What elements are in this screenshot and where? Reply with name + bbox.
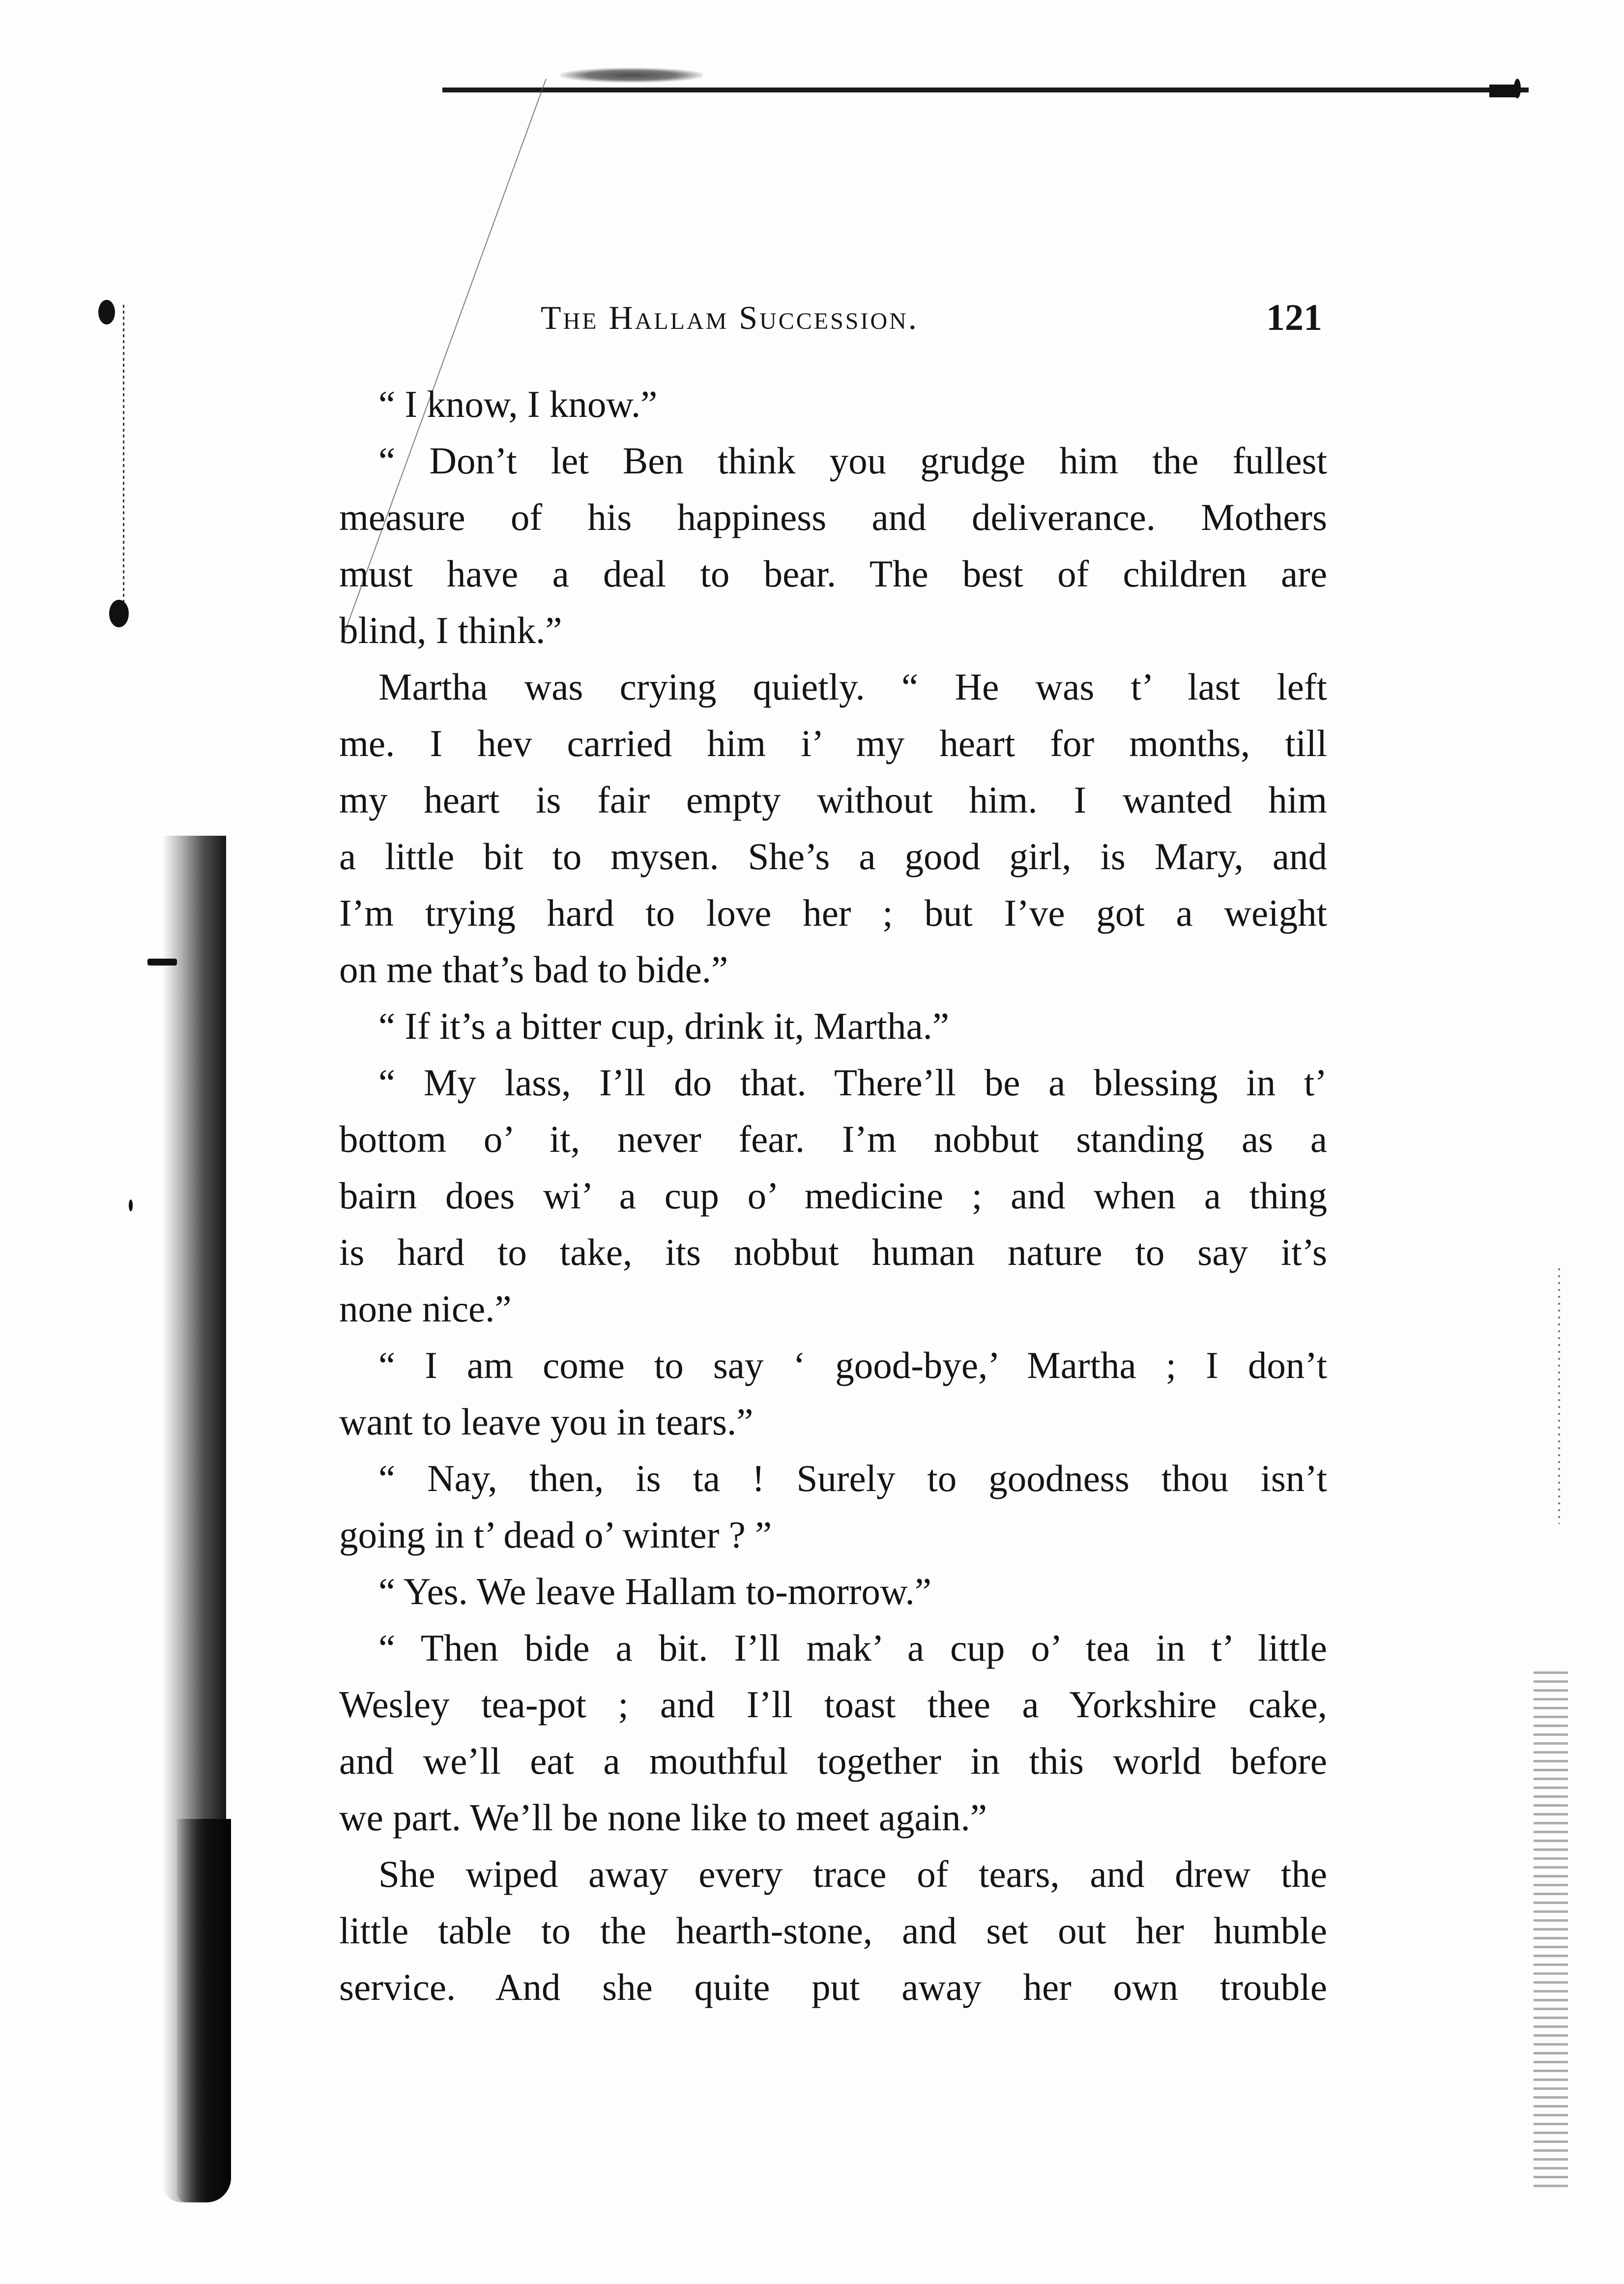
text-line: bottom o’ it, never fear. I’m nobbut standing as a	[339, 1118, 1327, 1160]
right-margin-dots	[1558, 1268, 1560, 1524]
page-number: 121	[1266, 297, 1322, 338]
running-title: The Hallam Succession.	[541, 299, 919, 336]
gutter-dark-edge	[177, 1819, 231, 2202]
text-line: “ If it’s a bitter cup, drink it, Martha.”	[378, 1005, 950, 1047]
gutter-dotted-line	[123, 305, 124, 610]
text-line: “ Don’t let Ben think you grudge him the fullest	[378, 439, 1327, 482]
text-line: we part. We’ll be none like to meet again.”	[339, 1796, 987, 1839]
text-line: Wesley tea-pot ; and I’ll toast thee a Yorkshire cake,	[339, 1683, 1327, 1726]
text-line: Martha was crying quietly. “ He was t’ last left	[378, 666, 1327, 708]
text-line: “ Nay, then, is ta ! Surely to goodness thou isn’t	[378, 1457, 1327, 1499]
gutter-speck	[109, 600, 129, 627]
text-line: She wiped away every trace of tears, and drew the	[378, 1853, 1327, 1895]
text-line: blind, I think.”	[339, 609, 562, 651]
text-line: me. I hev carried him i’ my heart for months, till	[339, 722, 1327, 764]
text-line: want to leave you in tears.”	[339, 1401, 754, 1443]
text-line: going in t’ dead o’ winter ? ”	[339, 1514, 772, 1556]
text-line: little table to the hearth-stone, and set out her humble	[339, 1909, 1327, 1952]
top-rule	[442, 88, 1529, 92]
text-line: “ I know, I know.”	[378, 383, 658, 425]
gutter-speck	[147, 959, 177, 966]
text-line: “ Then bide a bit. I’ll mak’ a cup o’ tea in t’ little	[378, 1627, 1327, 1669]
body-text	[339, 379, 1327, 2050]
gutter-speck	[129, 1200, 133, 1211]
text-line: and we’ll eat a mouthful together in this world before	[339, 1740, 1327, 1782]
ink-smudge	[560, 68, 703, 83]
gutter-speck	[1514, 79, 1521, 98]
text-line: bairn does wi’ a cup o’ medicine ; and when a thing	[339, 1174, 1327, 1217]
text-line: “ My lass, I’ll do that. There’ll be a blessing in t’	[378, 1061, 1327, 1104]
text-line: measure of his happiness and deliverance. Mothers	[339, 496, 1327, 538]
text-line: is hard to take, its nobbut human nature to say it’s	[339, 1231, 1327, 1273]
text-line: “ I am come to say ‘ good-bye,’ Martha ; I don’t	[378, 1344, 1327, 1386]
text-line: a little bit to mysen. She’s a good girl, is Mary, and	[339, 835, 1327, 878]
running-head	[541, 293, 1322, 347]
text-line: my heart is fair empty without him. I wanted him	[339, 779, 1327, 821]
text-line: service. And she quite put away her own trouble	[339, 1966, 1327, 2008]
gutter-speck	[98, 300, 115, 324]
text-line: I’m trying hard to love her ; but I’ve got a weight	[339, 892, 1327, 934]
text-line: none nice.”	[339, 1288, 512, 1330]
text-line: on me that’s bad to bide.”	[339, 948, 728, 991]
right-margin-speckle	[1534, 1671, 1568, 2188]
text-line: must have a deal to bear. The best of children are	[339, 553, 1327, 595]
text-line: “ Yes. We leave Hallam to-morrow.”	[378, 1570, 931, 1612]
